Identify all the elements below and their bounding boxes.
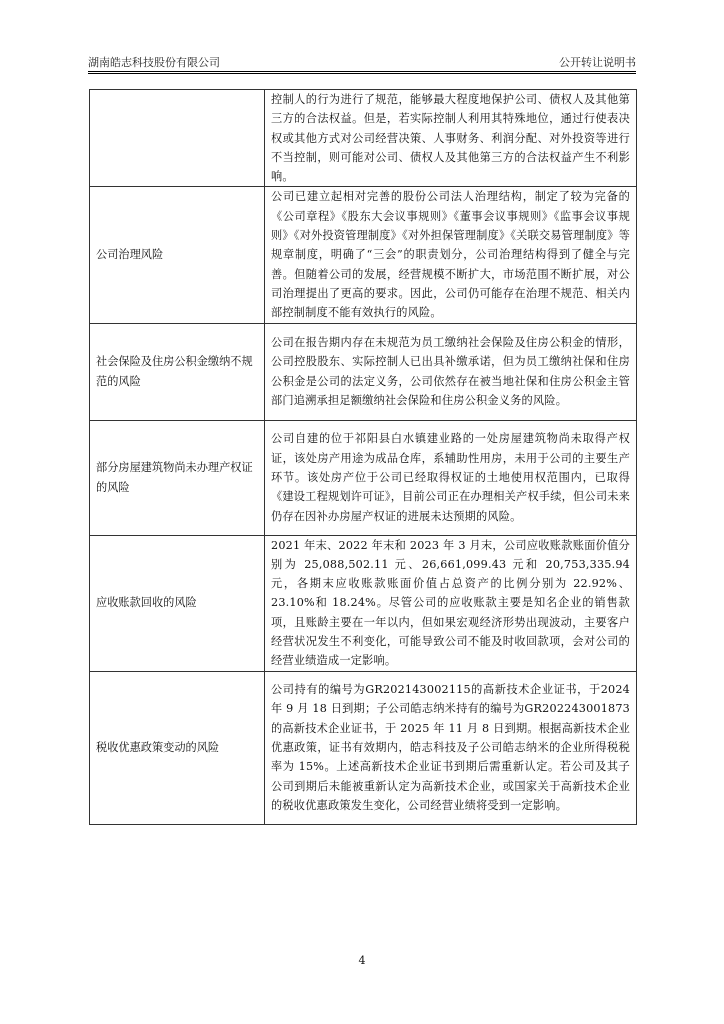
- risk-name-cell: 部分房屋建筑物尚未办理产权证的风险: [90, 420, 265, 535]
- header-company-name: 湖南皓志科技股份有限公司: [88, 56, 220, 69]
- risk-description-cell: 公司自建的位于祁阳县白水镇建业路的一处房屋建筑物尚未取得产权证，该处房产用途为成品仓库，系辅助性用房，未用于公司的主要生产环节。该处房产位于公司已经取得权证的土地使用权范围内，已取得《建设工程规划许可证》，目前公司正在办理相关产权手续，但公司未来仍存在因补办房屋产权证的进展未达预期的风险。: [265, 420, 637, 535]
- risk-description-cell: 2021 年末、2022 年末和 2023 年 3 月末，公司应收账款账面价值分别为 25,088,502.11 元、26,661,099.43 元和 20,753,335.94 元，各期末应收账款账面价值占总资产的比例分别为 22.92%、23.10%和 18.24%。尽管公司的应收账款主要是知名企业的销售款项，且账龄主要在一年以内，但如果宏观经济形势出现波动，主要客户经营状况发生不利变化，可能导致公司不能及时收回款项，会对公司的经营业绩造成一定影响。: [265, 535, 637, 671]
- table-row: [90, 90, 637, 187]
- table-row: [90, 671, 637, 824]
- table-row: [90, 323, 637, 420]
- table-row: [90, 535, 637, 671]
- header-document-type: 公开转让说明书: [559, 56, 636, 69]
- risk-description-cell: 公司在报告期内存在未规范为员工缴纳社会保险及住房公积金的情形，公司控股股东、实际控制人已出具补缴承诺，但为员工缴纳社保和住房公积金是公司的法定义务，公司依然存在被当地社保和住房公积金主管部门追溯承担足额缴纳社会保险和住房公积金义务的风险。: [265, 323, 637, 420]
- risk-description-cell: 控制人的行为进行了规范，能够最大程度地保护公司、债权人及其他第三方的合法权益。但是，若实际控制人利用其特殊地位，通过行使表决权或其他方式对公司经营决策、人事财务、利润分配、对外投资等进行不当控制，则可能对公司、债权人及其他第三方的合法权益产生不利影响。: [265, 90, 637, 187]
- header-rule: [88, 71, 636, 72]
- risk-description-cell: 公司持有的编号为GR202143002115的高新技术企业证书，于2024年 9 月 18 日到期；子公司皓志纳米持有的编号为GR202243001873的高新技术企业证书，于 2025 年 11 月 8 日到期。根据高新技术企业优惠政策，证书有效期内，皓志科技及子公司皓志纳米的企业所得税税率为 15%。上述高新技术企业证书到期后需重新认定。若公司及其子公司到期后未能被重新认定为高新技术企业，或国家关于高新技术企业的税收优惠政策发生变化，公司经营业绩将受到一定影响。: [265, 671, 637, 824]
- risk-name-cell: 应收账款回收的风险: [90, 535, 265, 671]
- risk-name-cell: [90, 90, 265, 187]
- page-number: 4: [358, 954, 366, 967]
- risk-description-cell: 公司已建立起相对完善的股份公司法人治理结构，制定了较为完备的《公司章程》《股东大会议事规则》《董事会议事规则》《监事会议事规则》《对外投资管理制度》《对外担保管理制度》《关联交易管理制度》等规章制度，明确了“三会”的职责划分，公司治理结构得到了健全与完善。但随着公司的发展，经营规模不断扩大，市场范围不断扩展，对公司治理提出了更高的要求。因此，公司仍可能存在治理不规范、相关内部控制制度不能有效执行的风险。: [265, 187, 637, 323]
- risk-name-cell: 税收优惠政策变动的风险: [90, 671, 265, 824]
- table-row: [90, 187, 637, 323]
- header-rule-thin: [88, 73, 636, 74]
- risk-factors-table: [89, 89, 637, 825]
- risk-name-cell: 公司治理风险: [90, 187, 265, 323]
- risk-name-cell: 社会保险及住房公积金缴纳不规范的风险: [90, 323, 265, 420]
- table-row: [90, 420, 637, 535]
